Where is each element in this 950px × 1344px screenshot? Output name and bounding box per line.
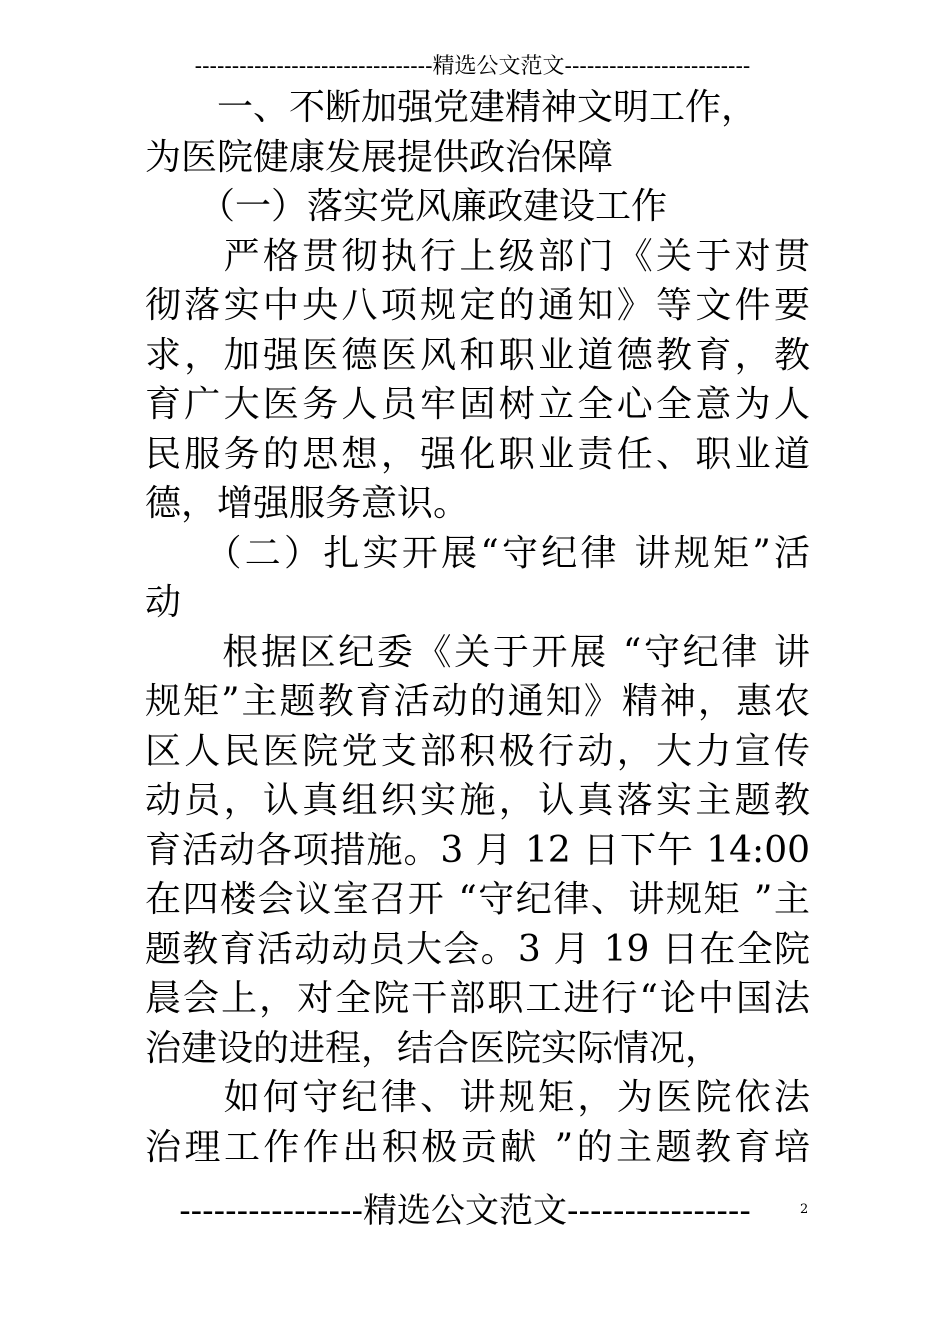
text-line: 为医院健康发展提供政治保障 — [145, 136, 614, 178]
page-number: 2 — [800, 1202, 809, 1217]
text-line: 如何守纪律、讲规矩，为医院依法 — [145, 1077, 810, 1118]
text-line: 严格贯彻执行上级部门《关于对贯 — [145, 235, 810, 277]
text-line: 动员，认真组织实施，认真落实主题教 — [145, 780, 810, 821]
text-line: 动 — [145, 582, 182, 623]
text-line: 区人民医院党支部积极行动，大力宣传 — [145, 730, 810, 772]
text-line: 彻落实中央八项规定的通知》等文件要 — [145, 285, 810, 326]
text-line: 规矩”主题教育活动的通知》精神，惠农 — [145, 681, 810, 722]
page-footer: ----------------精选公文范文---------------- — [179, 1191, 751, 1231]
text-line: 在四楼会议室召开 “守纪律、讲规矩 ”主 — [145, 879, 810, 920]
text-line: 民服务的思想，强化职业责任、职业道 — [145, 433, 810, 475]
text-line: （二）扎实开展“守纪律 讲规矩”活 — [145, 532, 810, 574]
text-line: 一、不断加强党建精神文明工作， — [145, 87, 758, 128]
text-line: 育广大医务人员牢固树立全心全意为人 — [145, 384, 810, 425]
text-line: 治理工作作出积极贡献 ”的主题教育培 — [145, 1126, 810, 1168]
text-line: 治建设的进程，结合医院实际情况， — [145, 1027, 722, 1069]
text-line: 根据区纪委《关于开展 “守纪律 讲 — [145, 631, 810, 673]
text-line: 德，增强服务意识。 — [145, 483, 470, 524]
text-line: 育活动各项措施。3 月 12 日下午 14:00 — [145, 829, 810, 871]
text-line: 晨会上，对全院干部职工进行“论中国法 — [145, 978, 810, 1019]
text-line: 求，加强医德医风和职业道德教育，教 — [145, 334, 810, 376]
text-line: 题教育活动动员大会。3 月 19 日在全院 — [145, 928, 810, 970]
page-header: --------------------------------精选公文范文------------------------- — [194, 54, 751, 79]
document-body — [145, 83, 810, 1172]
text-line: （一）落实党风廉政建设工作 — [145, 186, 668, 227]
